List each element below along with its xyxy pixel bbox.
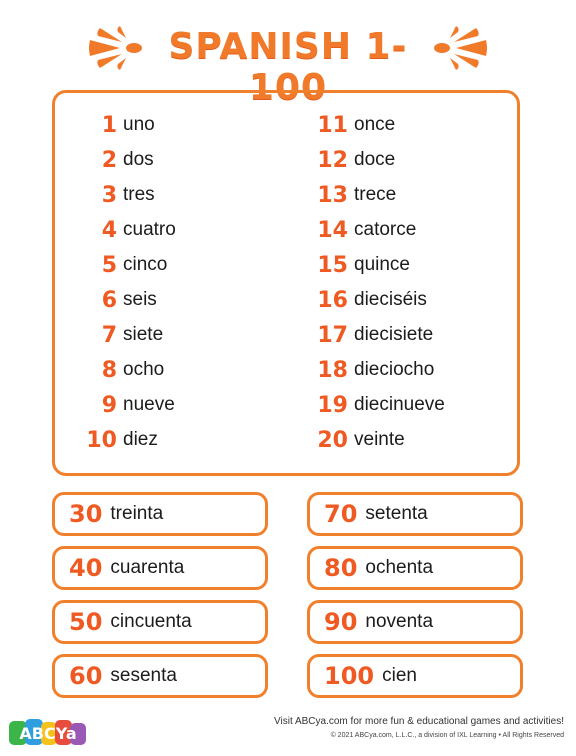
list-item xyxy=(73,109,155,141)
word: uno xyxy=(123,114,155,135)
word: siete xyxy=(123,324,164,345)
list-item xyxy=(308,319,433,351)
word: quince xyxy=(354,254,410,275)
number: 17 xyxy=(317,322,348,348)
number: 70 xyxy=(324,500,358,528)
numbers-1-20-box xyxy=(52,90,520,476)
number: 1 xyxy=(101,112,117,138)
tens-card xyxy=(52,492,268,536)
list-item xyxy=(308,284,427,316)
logo-text: ABCYa xyxy=(19,724,77,743)
list-item xyxy=(73,319,163,351)
number: 5 xyxy=(101,252,117,278)
word: treinta xyxy=(110,503,164,524)
number: 90 xyxy=(324,608,358,636)
word: sesenta xyxy=(110,665,177,686)
number: 4 xyxy=(101,217,117,243)
word: cien xyxy=(382,665,417,686)
word: veinte xyxy=(354,429,405,450)
tens-card xyxy=(52,654,268,698)
word: cuatro xyxy=(123,219,176,240)
list-item xyxy=(308,249,410,281)
word: cinco xyxy=(123,254,168,275)
word: setenta xyxy=(365,503,428,524)
list-item xyxy=(308,354,434,386)
list-item xyxy=(308,179,396,211)
tens-card xyxy=(52,600,268,644)
word: cuarenta xyxy=(110,557,185,578)
word: once xyxy=(354,114,396,135)
number: 7 xyxy=(101,322,117,348)
tens-card xyxy=(307,654,523,698)
word: diecisiete xyxy=(354,324,434,345)
footer-copyright: © 2021 ABCya.com, L.L.C., a division of IXL Learning • All Rights Reserved xyxy=(330,732,564,739)
footer-promo-text: Visit ABCya.com for more fun & educational games and activities! xyxy=(274,716,564,727)
number: 14 xyxy=(317,217,348,243)
word: dos xyxy=(123,149,154,170)
word: cincuenta xyxy=(110,611,192,632)
list-item xyxy=(308,144,395,176)
word: tres xyxy=(123,184,155,205)
number: 100 xyxy=(324,662,375,690)
number: 9 xyxy=(101,392,117,418)
number: 15 xyxy=(317,252,348,278)
list-item xyxy=(308,424,405,456)
word: doce xyxy=(354,149,396,170)
word: ocho xyxy=(123,359,165,380)
number: 80 xyxy=(324,554,358,582)
list-item xyxy=(308,214,416,246)
number: 30 xyxy=(69,500,103,528)
list-item xyxy=(73,354,164,386)
footer xyxy=(274,716,564,739)
number: 6 xyxy=(101,287,117,313)
number: 40 xyxy=(69,554,103,582)
word: noventa xyxy=(365,611,434,632)
list-item xyxy=(73,389,175,421)
list-item xyxy=(73,179,155,211)
list-item xyxy=(73,249,167,281)
sunburst-left-icon xyxy=(86,26,148,70)
number: 13 xyxy=(317,182,348,208)
word: trece xyxy=(354,184,397,205)
word: diecinueve xyxy=(354,394,445,415)
list-item xyxy=(73,424,158,456)
number: 3 xyxy=(101,182,117,208)
list-item xyxy=(308,389,445,421)
number: 11 xyxy=(317,112,348,138)
page-title: SPANISH 1-100 xyxy=(168,26,408,108)
list-item xyxy=(73,284,157,316)
number: 8 xyxy=(101,357,117,383)
number: 18 xyxy=(317,357,348,383)
tens-card xyxy=(307,600,523,644)
list-item xyxy=(73,214,176,246)
number: 19 xyxy=(317,392,348,418)
sunburst-right-icon xyxy=(428,26,490,70)
word: catorce xyxy=(354,219,417,240)
word: seis xyxy=(123,289,157,310)
word: ochenta xyxy=(365,557,434,578)
number: 2 xyxy=(101,147,117,173)
number: 60 xyxy=(69,662,103,690)
abcya-logo-icon[interactable] xyxy=(8,717,88,749)
tens-card xyxy=(307,492,523,536)
header xyxy=(0,20,576,108)
number: 50 xyxy=(69,608,103,636)
list-item xyxy=(308,109,395,141)
word: nueve xyxy=(123,394,175,415)
tens-card xyxy=(307,546,523,590)
word: dieciséis xyxy=(354,289,427,310)
list-item xyxy=(73,144,154,176)
word: dieciocho xyxy=(354,359,435,380)
tens-card xyxy=(52,546,268,590)
number: 16 xyxy=(317,287,348,313)
number: 20 xyxy=(317,427,348,453)
number: 12 xyxy=(317,147,348,173)
word: diez xyxy=(123,429,158,450)
number: 10 xyxy=(86,427,117,453)
